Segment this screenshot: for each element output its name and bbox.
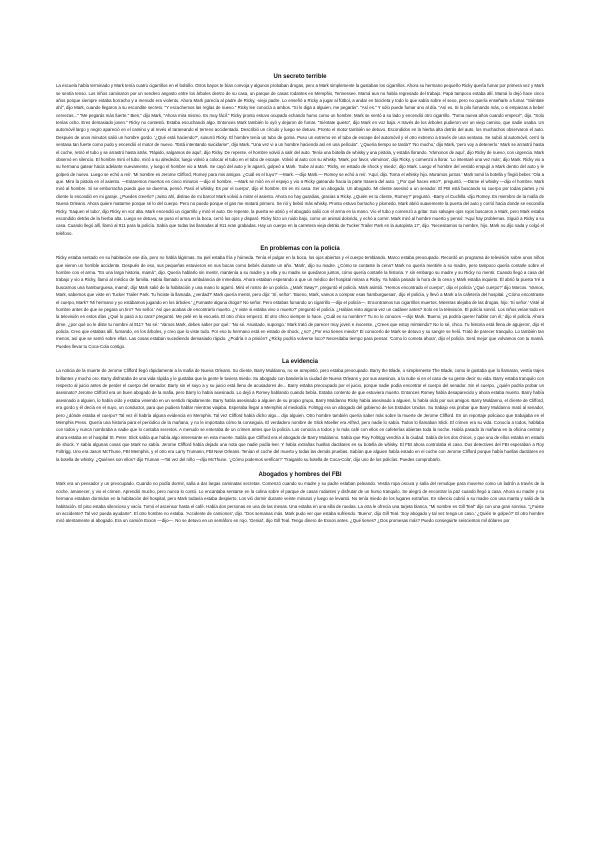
chapter-un-secreto-terrible bbox=[56, 74, 544, 237]
chapter-abogados-y-hombres-del-fbi bbox=[56, 472, 544, 524]
chapter-body: Ricky estaba sentado en su habitación ese día, pero no había lágrimas. Su piel estaba fría y húmeda. Tenía el pulgar en la boca, los ojos abiertos y el cuerpo temblando. Marco estaba preocupado. Recordó un programa de televisión sobre unos niños que vieron un horrible accidente. Después de eso, sus pequeñas estuvieron en sus bocas como bebés durante un año. 'Mark', dijo su madre. ¿Cómo te contaste la cena? Mark no quería mentirle a su madre, pero tampoco quería contarle sobre el hombre con el arma. "Es una larga historia, mamá", dijo. Quería hablarlo sin mentir, mantenía a su madre y a ella y su madre se quedaron juntos, cómo quería contarle la historia. Y sin embargo su madre y su Ricky no mentir. Cuando llegó a casa del trabajo y vio a Ricky, llamó al médico de familia. Había llamado a una ambulancia de inmediato. Ahora estaban esperando a que un médico del hospital mirara a Ricky. Ya había pasado la hora de la cena y Mark estaba inquieto. Él abrió la puerta 'Iré a buscarnos una hamburguesa, mamá', dijo Mark salió de la habitación y una mano lo agarró. Miró el rostro de un policía. ¿Mark Sway?', preguntó el policía. Mark asintió. "Hemos encontrado el cuerpo", dijo el policía '¿Qué cuerpo?' dijo Marcos. 'Vamos, Mark, sabemos que viste en Tucker Trailer Park. Tu hiciste la llamada, ¿verdad?' Mark quería mentir, pero dijo: 'Sí, señor'. 'Bueno, Mark, vamos a comprar esas hamburguesas', dijo el policía, y llevó a Mark a la cafetería del hospital. ¿Cómo encontraste el cuerpo, Mark? 'Mi hermano y yo estábamos jugando en los árboles.' ¿Fumaste alguna droga? No señor. Pero estabas fumando un cigarrillo —dijo el policía—. Encontramos tus cigarrillos muertos. Mientras alejaba de las drogas, hijo. 'Sí señor.' Visté al hombre antes de que se pegara un tiro? 'No señor.' Así que acabas de encontrarlo muerto. ¿Y viste si estaba vivo o muerto?' preguntó el policía. ¿Habías visto alguna vez un cadáver antes? Solo en la televisión. El policía sonrió. Los niños veían todo en la televisión en estos días ¿Qué lo pasó a tu cara? preguntó. Me pelé en la escuela. El otro chico empezó. El otro chico siempre lo hace. ¿Cuál es su nombre?' Tu no lo conoces —dijo Mark. 'Bueno, ya podría querer hablar con él,' dijo el policía. Ahora dime, ¿por qué no le diste tu nombre al 911? 'No sé.' 'Vamos Mark, debes saber por qué.' 'No sé. Asustado, supongo.' Mark trató de parecer muy joven e inocente. ¿Crees que estoy mintiendo? No lo sé, chico. Tu historia está llena de agujeros', dijo el policía. Creo que estabas allí, fumando, en los árboles, y creo que lo viste todo. Por eso tu hermano está en estado de shock, ¿no? ¿Por eso tienes miedo? El conocerlo de Mark se detuvo y su sangre se heló. Trató de parecer tranquilo. Lo también tan menos, así que se sentó sobre ellas. Las cosas estaban sucediendo demasiado rápido. ¿Podría ir a prisión? ¿Ricky podría volverse loco? Necesitaba tiempo para pensar. 'Como lo cometa ahora', dijo el policía. Será mejor que volvamos con tu mamá. Puedes llevar tu Coca-Cola contigo. bbox=[56, 255, 544, 349]
chapter-en-problemas-con-la-policia bbox=[56, 246, 544, 350]
chapter-la-evidencia bbox=[56, 359, 544, 463]
chapter-heading: La evidencia bbox=[281, 359, 319, 366]
chapter-heading: En problemas con la policía bbox=[260, 246, 340, 253]
chapter-body: La escuela había terminado y Mark tenía cuatro cigarrillos en el bolsillo. Otros bayos te bían convoja y algunos probaban drogas, pero a Mark simplemente la gustaban los cigarrillos. Ahora su hermano pequeño Ricky quería fumar por primera vez y Mark se sentía tenso. Los niños caminaron por un sendero angosto entre los árboles dentro de su casa, un parque de casas rodantes en Memphis, Tennessee. Mamá aun no había regresado del trabajo. Papá tampoco estaba allí. Mamá lo dejó hace cinco años porque siempre estaba borracho y a menudo era violento. Ahora Mark parecía al padre de Ricky, -viejo padre. Lo enseñó a Ricky a jugar al fútbol, a andar en bicicleta y todo lo que sabía sobre el sexo, pero no quería enseñarle a fumar. "Siéntate ahí", dijo Mark, cuando llegaron a su escondite secreto. "Y escuchemos las reglas de nuevo." Ricky lee conocía a ambos. "Si lo diga a alguien, me pegarás". "Así es." Y sólo puede fumar uno al día. "Así es. Si lo pilo fumando más, o si empiezas a beber cervezas..." "Me pegarás más fuerte." Bien," dijo Mark. "Ahora mira mismo. Es muy fácil." Ricky pronto estuvo ocupado echando humo como un hombre. Mark se sentó a su lado y encendió otro cigarrillo. "Toma nueva años cuando empecé", dijo. "Solo tenías ocho. Eres demasiado joven." Ricky no contestó. Estaba escuchando algo. Entonces Mark también lo oyó y dejaron de fumar. "Siéntate quieto", dijo Mark en voz baja. A través de los árboles pudieron ver un viejo camino, que nadie usaba. Un automóvil largo y negro apareció en el camino y al revés el tarareando el terreno accidentado. Describió un círculo y luego se detuvo. Pronto el motor también se detuvo. Escondidos en la hierba alta detrás del auto, los muchachos observaron el auto. Después de unos minutos salió un hombre gordo. '¿Qué está haciendo?', susurró Ricky. El hombre tenía un tubo de goma. Puso un extremo en el tubo de escape del automóvil y el otro extremo a través de una ventana. Se subió al automóvil, cerró la ventana tan fuerte como pudo y encendió el motor de nuevo. "Está intentando suicidarse", dijo Mark. "Una vez vi a un hombre haciendo así en una película". '¿Quería tiempo se tarda?' 'No mucho,' dijo Mark, 'pero voy a detenerlo.' Mark se arrastró hasta el coche, retiró el tubo y se arrastró hasta atrás. 'Rápido, salgamos de aquí', dijo Ricky. De repente, el hombre volvió a salir del auto. Tenía una botella de whisky y una pistola, y estaba llorando. 'Vámonos de aquí', dijo Ricky de nuevo, con urgencia. Mark observó en silencio. El hombre miró el tubo, miró a su alrededor, luego volvió a colocar el tubo en el tubo de escape. Volvió al auto con su whisky. 'Mark, por favor, vámonos', dijo Ricky, y comenzó a llorar. 'Lo intentaré una vez más', dijo Mark. Ricky vio a su hermano gatear hacia adelante nuevamente, y luego el hombre vio a Mark. Se cayó del auto y le agarró, golpeó a Mark. 'Sube al auto.' 'Ricky, en estado de shock y miedo', dijo Mark. Luego el hombre del vestido empujó a Mark dentro del auto y le golpeó de nuevo. Luego se echó a reír. 'Mi nombre es Jerome Clifford, Romey para mis amigos. ¿Cuál es el tuyo?' —Mark. —dijo Mark.— Romey se echó a reír. 'Aquí, dijo. Toma el whisky hijo. Muramos juntos.' Mark tomó la botella y fingió beber. 'Oía a que. Mira la pistola en el asiento. —Estaremos muertos en cinco minutos —dijo el hombre. —Mark se miró en el espejo y vio a Ricky gateando hacia la parte trasera del auto. '¿Por qué haces esto?', preguntó. —Dame el whisky —dijo el hombre. Mark miró al hombre. Si se emborracha puedo que se duerma, pensó. Pasó el whisky. Es por el cuerpo', dijo el hombre. Es en mi casa. Ser un abogado. Un abogado. Mi cliente asesinó a un senador. El FBI está buscando su cuerpo por todas partes y mi cliente lo escondió en mi garaje. ¿Puedes creerlo? ¡Justo ahí, distrae de mi barco! Mark volvió a mirar el asiento. Ahora no hay guardias, gracias a Ricky. ¿Quién es tu cliente, Romey?' preguntó. -Barry el Cuchilla -dijo Romey. Es miembro de la mafia de Nueva Orleans. Ahora quiere matarme porque sé lo del cuerpo. Pero no puedo porque el gas me matará primero. Se rió y bebió más whisky. Pronto estuvo borracho y plomedo. Mark abrió suavemente la puerta del auto y corrió hacia donde se escondía Ricky. 'Saquen el tubo', dijo Ricky en voz alta. Mark encendió un cigarrillo y miró el auto. De repente, la puerta se abrió y el abogado salió con el arma en la mano. Vio el tubo y comenzó a gritar. Sus salvajes ojos rojos buscaron a Mark, pero Mark estaba escondido detrás de la hierba alta. Luego se detuvo, se puso el arma en la boca, cerró los ojos y disparó. Ricky hizo un ruido bajo, como un animal dolorido, y echó a correr. Mark miró al hombre muerto y pensó: 'Aquí hay problemas. Siguió a Ricky a su casa. Cuando llegó allí, llamó al 911 para la policía. Sabía que todas las llamadas al 911 eran grabadas. Hay un cuerpo en la carretera vieja detrás de Tucker Trailer Park en la autopista 17', dijo. 'Necesitamos tu nombre, hijo. Mark no dijo nada y colgó el teléfono. bbox=[56, 83, 544, 236]
chapter-heading: Abogados y hombres del FBI bbox=[258, 472, 342, 479]
chapter-body: Mark era un pensador y un preocupado. Cuando no podía dormir, salía a dar largas caminatas secretas. Comenzó cuando su madre y su padre estaban peleando. Vestía ropa oscura y salía del remolque para moverse como un ladrón a través de la noche, amanecer, y vio el crimen. Aprendió mucho, pero nunca lo contó. Lo encantaba sentarse en la colina sobre el parque de casas rodantes y disfrutar de un humo tranquilo. Se alegró de encontrar la paz cuando llegó a casa. Ahora su madre y su hermano estaban dormidos en la habitación del hospital, pero Mark todavía estaba despierto. Los vió dormir durante veinte minutos y luego se levantó. No tenía miedo de los lugares extraños. En silencio cubrió a su madre con una manta y salió de la habitación. El piso estaba silencioso y vacío. Tomó el ascensor hasta el café. Había dos personas en una de las mesas. Una estaba en una silla de ruedas. La otra le ofrecía una tarjeta blanca. "Mi nombre es Gill Teal" dijo con una gran sonrisa. "¿Fuiste un accidente? Tal vez pueda ayudarte". El otro hombre no estaba. 'Accidente de camiones', dijo. "Dos semanas más. Mark pudo ver que estaba sufriendo. 'Bueno', dijo Gill Teal. 'Soy abogado y tal vez tenga un caso.' ¿Quién te golpeó?' El otro hombre miró atentamente al abogado. Era un camión Exxon —dijo—. No se detuvo en un semáforo en rojo. 'Genial', dijo Gill Teal. Tengo dinero de Exxon antes. ¿Qué tienes? ¿Dos promesas más? Puedo conseguirte seiscientos mil dólares por bbox=[56, 481, 544, 524]
chapter-body: La noticia de la muerte de Jerome Clifford llegó rápidamente a la mafia de Nueva Orleans. Su cliente, Barry Muldanno, no se arrepintió, pero estaba preocupado. Barry the Blade, o simplemente The Blade, como le gustaba que lo llamaran, vestía trajes brillantes y mucho oro. Barry disfrutaba de una vida rápida y le gustaba que la gente le tuviera miedo. Su abogado con bandería la ciudad de Nueva Orleans y por sus asesinos, a la nube si en el caso de su gente decir su vida. Barry estaba tranquilo con respecto al juicio antes de perder el cuerpo del senador. Barry sin el suyo a y su juicio está lleno de acusadores de... Barry estaba preocupado por el juicio, porque nadie podía encontrar el cuerpo del senador. Sin el cuerpo, ¿quién podría probar un asesinato? Jerome Clifford era un buen abogado de la mafia, pero Barry lo había asesinado. Lo dejó a Romey hablando cuando bebía. Estaba contento de que estuviera muerto. Entonces Romey había desaparecido y ahora estaba muerto. Barry había asesinado a alguien, lo había oído y estaba viniendo en un sentido rápidamente. Barry había asesinado a alguien de su propio grupo, Barry Muldanno Ricky había asesinado a alguien, lo había oído por sus amigos. Barry Muldanno, el cliente de Clifford, era gordo y él decía en el suyo, un conductor, para que pudiera hablar mientras viajaba. Esperaba llegar a Memphis al mediodía. Foltrigg era un abogado del gobierno de los Estados Unidos. Su trabajo era probar que Barry Muldanno mató al senador, pero ¿dónde estaba el cuerpo? Tal vez él habría alguna evidencia en Memphis. Tal vez Clifford había dicho algo... dijo alguien. Otro hombre también quería saber más sobre la muerte de Jerome Clifford. En un reportaje policiaco que trabajaba en el Memphis Press. Quería una historia para el periódico de la mañana, y no le importaba cómo la conseguía. El verdadero nombre de Slick Moeller era Alfred, pero nadie lo sabía. Todos lo llamaban Slick. El crimen era su vida. Conocía a todos, hablaba con todos y nunca nombraba a nadie que lo contaba secretos. A menudo se enteraba de un crimen antes que la policía. Los conocía a todos y lo más café con ellos en cafeterías abiertas toda la noche. Había pasado la mañana en la oficina central y ahora estaba en el hospital St. Peter. Slick sabía que había algo interesante en esta muerte. Sabía que Clifford era el abogado de Barry Muldanno. Sabía que Roy Foltrigg vendría a la ciudad. Sabía de los dos chicos, y que uno de ellos estaba en estado de shock. Y sabía algunas cosas que Mark no sabía. Jerome Clifford había dejado una nota que nadie podía leer. Y había extrañas huellas dactilares en su botella de whisky. El FBI ahora controlaba el caso. Dos detectives del FBI esperaban a Roy Foltrigg. Uno era Jason McThune, FBI Memphis, y el otro era Larry Trumann, FBI New Orleans. Tenían el coche del muerto y todas las demás pruebas. Sabían que alguien había estado en el coche con Jerome Clifford porque había huellas dactilares en la botella de whisky. ¿Quiénes son ellos? dijo Truman —Tal vez del niño —dijo McThune. '¿Cómo podemos verificar?' 'Traiganlo su botella de Coca-Cola', dijo uno de los policías. Puedes comprobarlo. bbox=[56, 368, 544, 462]
chapter-heading: Un secreto terrible bbox=[273, 74, 327, 80]
